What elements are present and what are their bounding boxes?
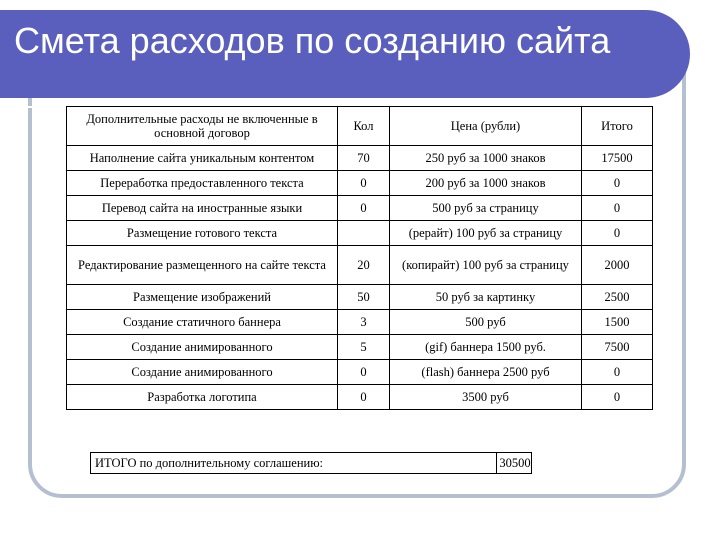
- cell-item: Редактирование размещенного на сайте текста: [67, 246, 338, 285]
- header-price: Цена (рубли): [390, 107, 582, 146]
- cell-total: 0: [582, 196, 653, 221]
- cell-price: 250 руб за 1000 знаков: [390, 146, 582, 171]
- slide-title: Смета расходов по созданию сайта: [14, 20, 611, 61]
- cell-total: 7500: [582, 335, 653, 360]
- header-item: Дополнительные расходы не включенные в основной договор: [67, 107, 338, 146]
- table-row: [67, 360, 653, 385]
- table-row: [67, 285, 653, 310]
- cell-qty: 0: [338, 196, 390, 221]
- cell-total: 0: [582, 171, 653, 196]
- cell-total: 0: [582, 385, 653, 410]
- total-label: ИТОГО по дополнительному соглашению:: [95, 456, 324, 470]
- header-qty: Кол: [338, 107, 390, 146]
- total-value: 30500: [496, 453, 533, 473]
- table-row: [67, 221, 653, 246]
- cell-item: Наполнение сайта уникальным контентом: [67, 146, 338, 171]
- table-row: [67, 335, 653, 360]
- title-bar: [0, 10, 690, 98]
- estimate-table: [66, 106, 653, 410]
- cell-total: 1500: [582, 310, 653, 335]
- total-box: [90, 452, 532, 474]
- header-total: Итого: [582, 107, 653, 146]
- table-header-row: [67, 107, 653, 146]
- table-row: [67, 196, 653, 221]
- cell-price: (копирайт) 100 руб за страницу: [390, 246, 582, 285]
- cell-item: Разработка логотипа: [67, 385, 338, 410]
- cell-qty: 70: [338, 146, 390, 171]
- cell-qty: 0: [338, 360, 390, 385]
- cell-price: 500 руб за страницу: [390, 196, 582, 221]
- cell-price: (рерайт) 100 руб за страницу: [390, 221, 582, 246]
- cell-qty: [338, 221, 390, 246]
- cell-total: 2000: [582, 246, 653, 285]
- cell-qty: 50: [338, 285, 390, 310]
- cell-qty: 3: [338, 310, 390, 335]
- table-row: [67, 385, 653, 410]
- cell-qty: 5: [338, 335, 390, 360]
- table-row: [67, 310, 653, 335]
- cell-item: Создание статичного баннера: [67, 310, 338, 335]
- cell-price: (flash) баннера 2500 руб: [390, 360, 582, 385]
- cell-price: 500 руб: [390, 310, 582, 335]
- cell-price: 50 руб за картинку: [390, 285, 582, 310]
- cell-total: 17500: [582, 146, 653, 171]
- cell-item: Размещение изображений: [67, 285, 338, 310]
- cell-item: Создание анимированного: [67, 360, 338, 385]
- cell-item: Создание анимированного: [67, 335, 338, 360]
- cell-qty: 20: [338, 246, 390, 285]
- table-row: [67, 171, 653, 196]
- cell-price: (gif) баннера 1500 руб.: [390, 335, 582, 360]
- cell-total: 0: [582, 221, 653, 246]
- table-row: [67, 246, 653, 285]
- cell-price: 3500 руб: [390, 385, 582, 410]
- cell-total: 2500: [582, 285, 653, 310]
- table-row: [67, 146, 653, 171]
- cell-item: Перевод сайта на иностранные языки: [67, 196, 338, 221]
- cell-total: 0: [582, 360, 653, 385]
- cell-price: 200 руб за 1000 знаков: [390, 171, 582, 196]
- cell-item: Переработка предоставленного текста: [67, 171, 338, 196]
- cell-qty: 0: [338, 385, 390, 410]
- cell-qty: 0: [338, 171, 390, 196]
- cell-item: Размещение готового текста: [67, 221, 338, 246]
